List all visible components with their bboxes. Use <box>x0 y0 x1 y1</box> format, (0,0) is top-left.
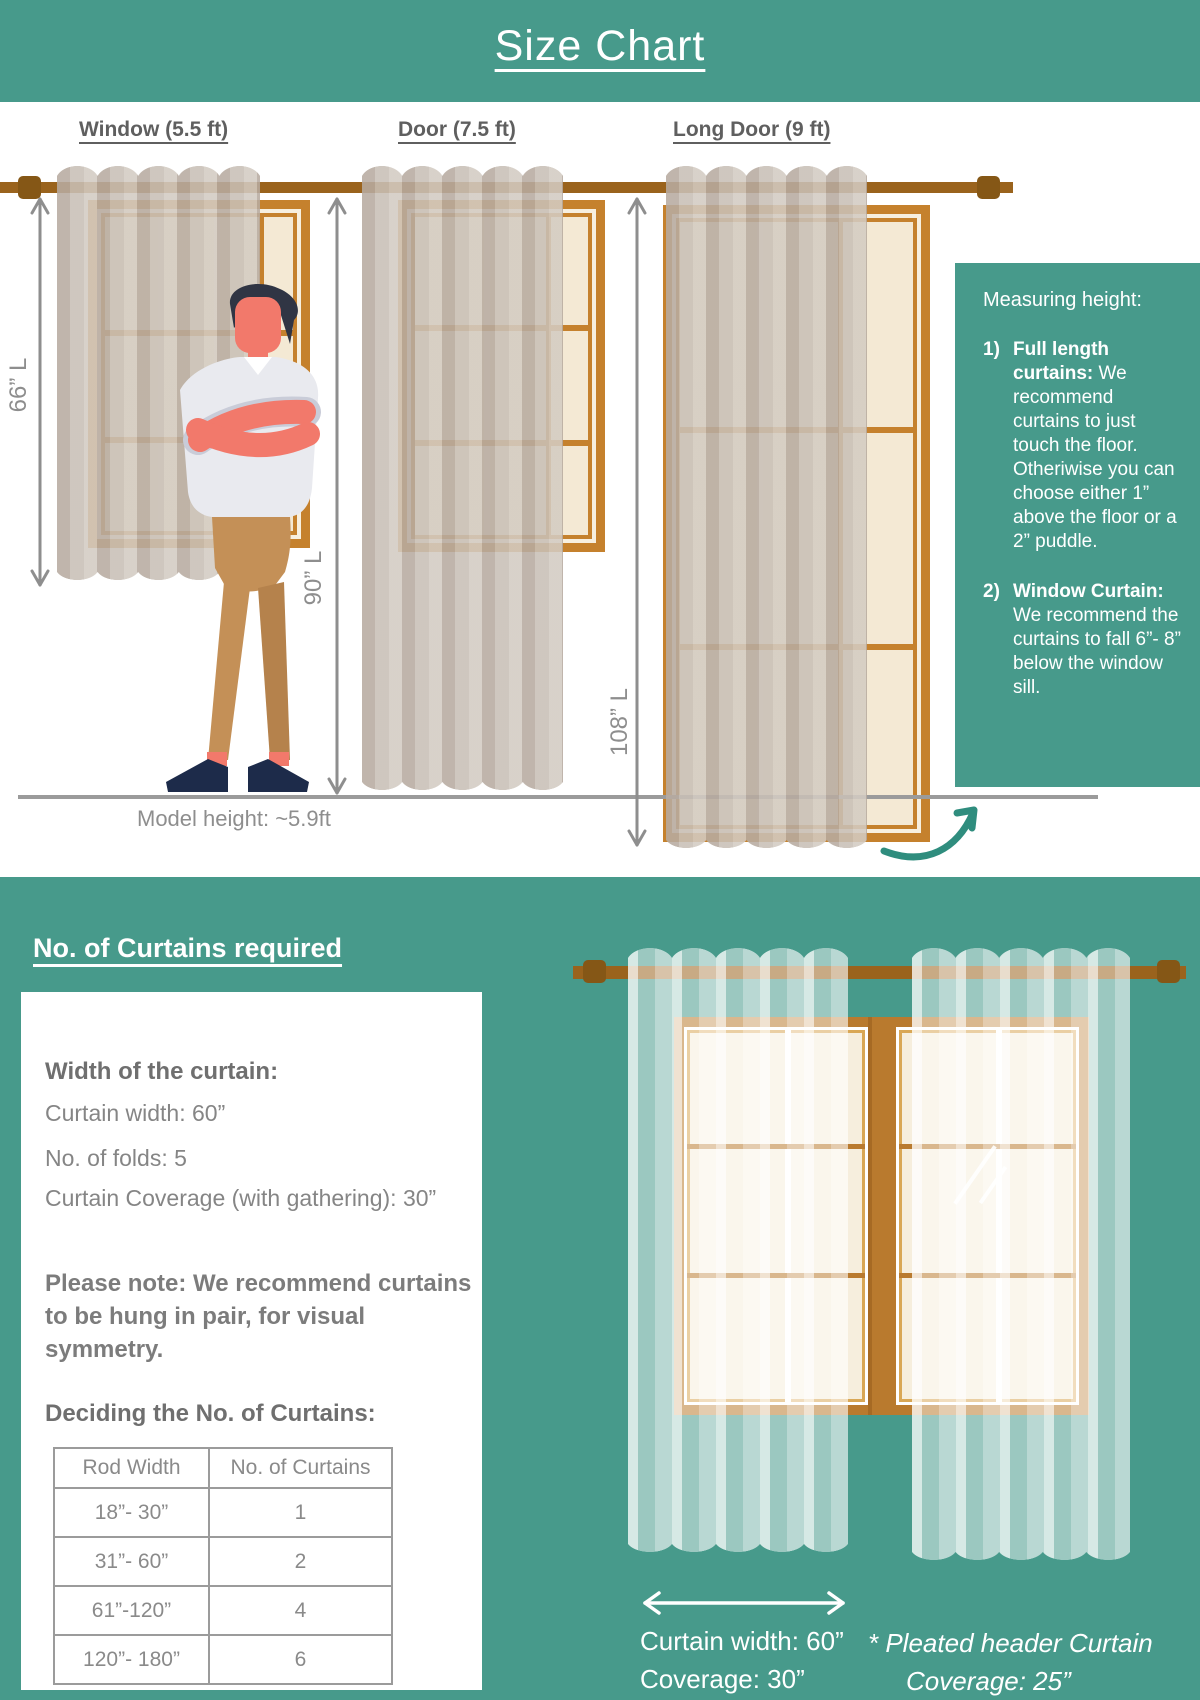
label-window: Window (5.5 ft) <box>79 118 229 141</box>
rod-cap-left <box>18 176 41 199</box>
curtain-count-table <box>53 1447 393 1685</box>
label-long-door: Long Door (9 ft) <box>673 118 831 141</box>
model-height-label: Model height: ~5.9ft <box>137 806 331 831</box>
table-header-row <box>54 1448 392 1488</box>
table-row: 18”- 30” 1 <box>54 1488 392 1537</box>
measuring-height-box <box>955 263 1200 787</box>
rod-cap-right <box>977 176 1000 199</box>
item-lead: Window Curtain: <box>1013 581 1164 602</box>
col-rod-width: Rod Width <box>54 1448 209 1488</box>
measuring-item-1 <box>983 338 1182 554</box>
pleated-note-label: * Pleated header Curtain Coverage: 25” <box>868 1628 1153 1696</box>
col-no-curtains: No. of Curtains <box>209 1448 392 1488</box>
sheer-curtain-right <box>912 948 1130 1560</box>
table-row: 31”- 60” 2 <box>54 1537 392 1586</box>
length-label-90: 90” L <box>300 550 327 606</box>
item-number: 2) <box>983 581 1000 602</box>
model-figure <box>140 282 335 797</box>
item-text: We recommend the curtains to fall 6”- 8” below the window sill. <box>1013 605 1181 698</box>
width-title: Width of the curtain: <box>45 1058 279 1085</box>
item-number: 1) <box>983 339 1000 360</box>
table-title: Deciding the No. of Curtains: <box>45 1400 376 1427</box>
curtains-required-heading: No. of Curtains required <box>33 933 343 963</box>
width-line-1: Curtain width: 60” <box>45 1100 226 1126</box>
page-title: Size Chart <box>494 22 706 70</box>
measuring-item-2 <box>983 580 1182 700</box>
door-curtain <box>362 166 563 790</box>
item-text: We recommend curtains to just touch the floor. Otheriwise you can choose either 1” above the floor or a 2” puddle. <box>1013 363 1177 552</box>
curtain-width-label: Curtain width: 60” Coverage: 30” <box>640 1626 844 1694</box>
info-card <box>21 992 482 1690</box>
width-line-2: No. of folds: 5 <box>45 1145 187 1171</box>
table-row: 120”- 180” 6 <box>54 1635 392 1684</box>
length-label-108: 108” L <box>606 687 633 757</box>
width-line-3: Curtain Coverage (with gathering): 30” <box>45 1185 437 1211</box>
length-label-66: 66” L <box>5 357 32 413</box>
pair-note: Please note: We recommend curtains to be hung in pair, for visual symmetry. <box>45 1270 472 1363</box>
bottom-rod-cap-left <box>583 960 606 983</box>
measuring-title: Measuring height: <box>983 289 1142 311</box>
bottom-rod-cap-right <box>1157 960 1180 983</box>
long-door-curtain <box>666 166 867 848</box>
item-lead: Full length curtains: <box>1013 339 1110 384</box>
header-band <box>0 0 1200 102</box>
label-door: Door (7.5 ft) <box>398 118 516 141</box>
table-row: 61”-120” 4 <box>54 1586 392 1635</box>
sheer-curtain-left <box>628 948 848 1552</box>
